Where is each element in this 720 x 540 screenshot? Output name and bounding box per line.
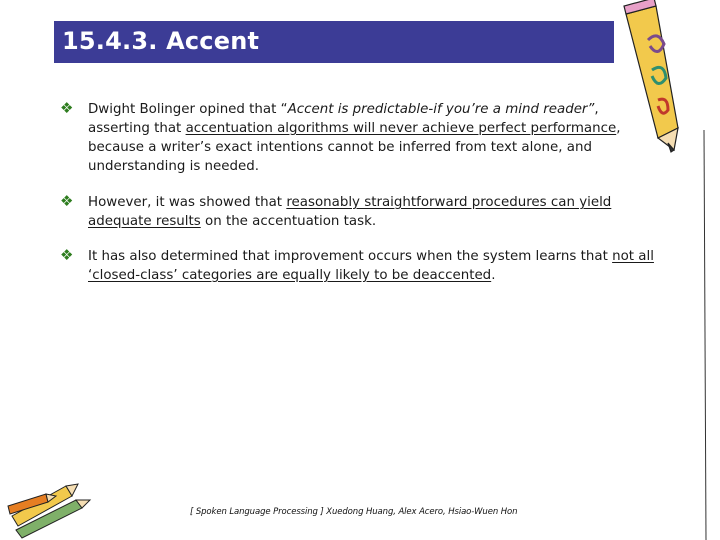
bullet-text-2 [88,195,611,229]
bullet-text-3 [88,249,654,283]
text-segment: However, it was showed that [88,195,287,210]
bullet-text-1 [88,102,620,174]
underlined-segment: accentuation algorithms will never achieve perfect performance [185,121,617,136]
slide-footer: [ Spoken Language Processing ] Xuedong Huang, Alex Acero, Hsiao-Wuen Hon [190,507,518,517]
diamond-bullet-icon: ❖ [60,192,74,210]
text-segment: Dwight Bolinger opined that “ [88,102,288,117]
underlined-segment: not all ‘closed-class’ categories are equally likely to be deaccented [88,249,654,283]
title-bar [54,21,614,63]
bullet-item-3 [60,247,660,285]
text-segment: , asserting that [88,102,599,136]
diamond-bullet-icon: ❖ [60,246,74,264]
bullet-item-1 [60,100,660,176]
underlined-segment: reasonably straightforward procedures can yield adequate results [88,195,612,229]
pencil-clipart-icon [618,0,720,540]
text-segment: It has also determined that improvement occurs when the system learns that [88,249,613,264]
text-segment: , because a writer’s exact intentions cannot be inferred from text alone, and understanding is needed. [88,121,621,174]
text-segment: . [491,268,496,283]
text-segment: on the accentuation task. [200,214,377,229]
bullet-item-2 [60,193,660,231]
quote-segment: Accent is predictable-if you’re a mind reader” [287,102,595,117]
slide-title: 15.4.3. Accent [62,27,260,55]
pencils-clipart-icon [6,476,100,540]
bullet-list [60,100,660,285]
diamond-bullet-icon: ❖ [60,99,74,117]
